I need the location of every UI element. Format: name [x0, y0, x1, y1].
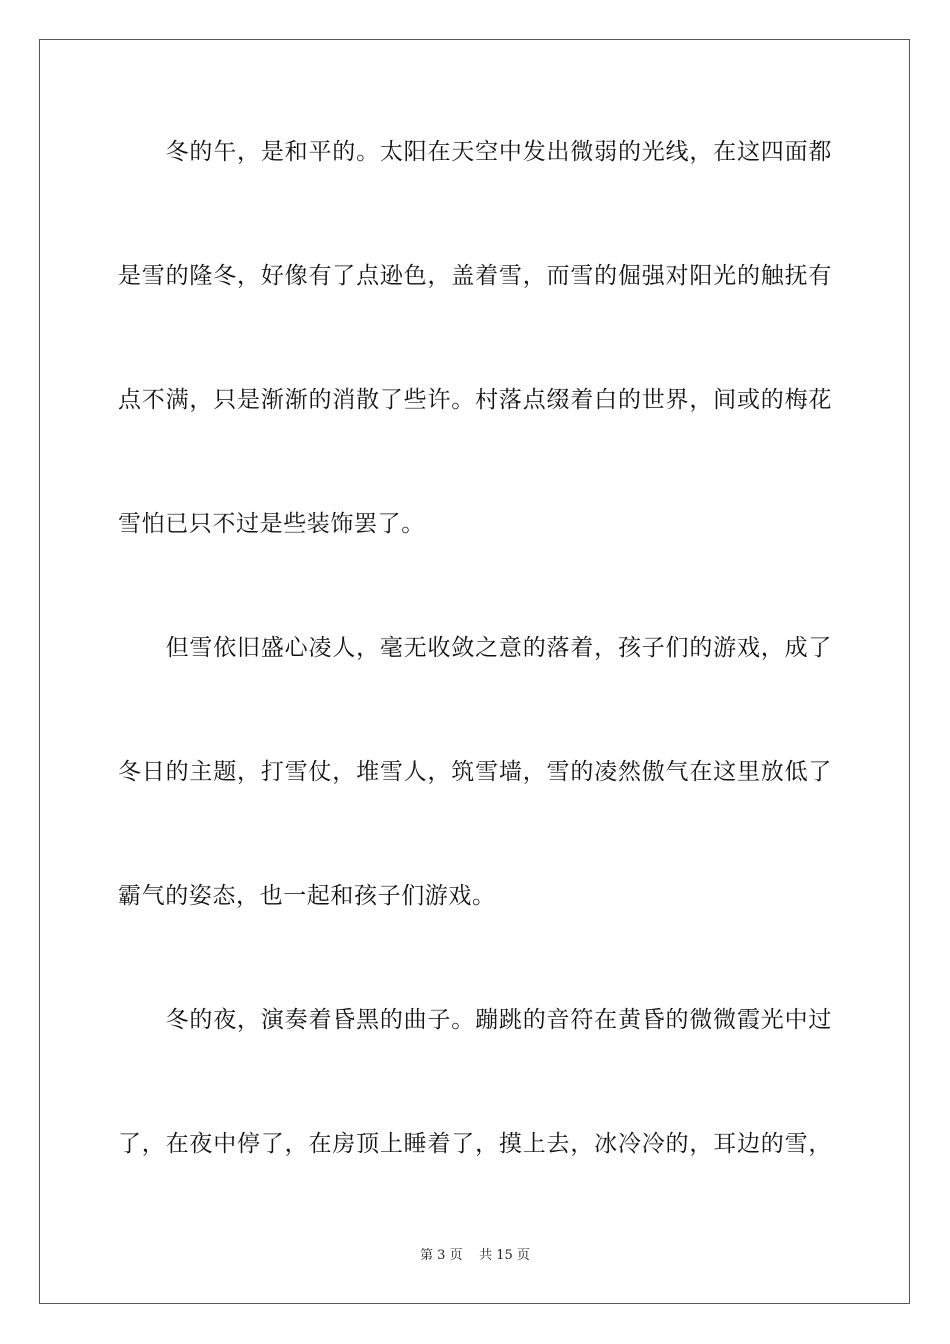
- page-number: 第 3 页: [420, 1248, 463, 1263]
- text-line: 冬的午，是和平的。太阳在天空中发出微弱的光线，在这四面都: [118, 139, 832, 165]
- text-line: 但雪依旧盛心凌人，毫无收敛之意的落着，孩子们的游戏，成了: [118, 635, 832, 661]
- text-line: 霸气的姿态，也一起和孩子们游戏。: [118, 883, 496, 909]
- text-line: 了，在夜中停了，在房顶上睡着了，摸上去，冰冷冷的，耳边的雪，: [118, 1131, 832, 1157]
- text-line: 冬的夜，演奏着昏黑的曲子。蹦跳的音符在黄昏的微微霞光中过: [118, 1007, 832, 1033]
- page-border: [39, 39, 910, 1304]
- text-line: 点不满，只是渐渐的消散了些许。村落点缀着白的世界，间或的梅花: [118, 387, 832, 413]
- text-line: 雪怕已只不过是些装饰罢了。: [118, 511, 425, 537]
- text-line: 是雪的隆冬，好像有了点逊色，盖着雪，而雪的倔强对阳光的触抚有: [118, 263, 832, 289]
- page-total: 共 15 页: [479, 1248, 530, 1263]
- text-line: 冬日的主题，打雪仗，堆雪人，筑雪墙，雪的凌然傲气在这里放低了: [118, 759, 832, 785]
- page-footer: [0, 1247, 950, 1265]
